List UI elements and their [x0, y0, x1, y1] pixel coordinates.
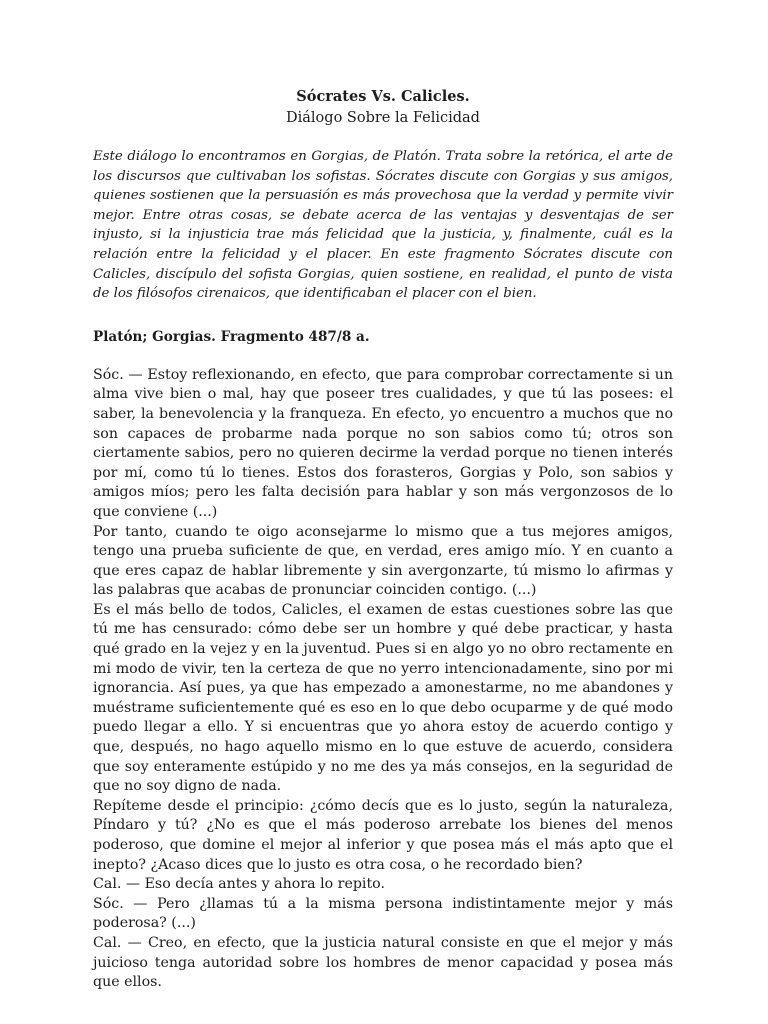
document-page	[93, 86, 673, 993]
intro-paragraph: Este diálogo lo encontramos en Gorgias, de Platón. Trata sobre la retórica, el arte de los discursos que cultivaban los sofistas. Sócrates discute con Gorgias y sus amigos, quienes sostienen que la persuasión es más provechosa que la verdad y permite vivir mejor. Entre otras cosas, se debate acerca de las ventajas y desventajas de ser injusto, si la injusticia trae más felicidad que la justicia, y, finalmente, cuál es la relación entre la felicidad y el placer. En este fragmento Sócrates discute con Calicles, discípulo del sofista Gorgias, quien sostiene, en realidad, el punto de vista de los filósofos cirenaicos, que identificaban el placer con el bien.	[93, 149, 673, 302]
document-subtitle: Diálogo Sobre la Felicidad	[286, 110, 480, 126]
dialogue-paragraph-7: Cal. — Creo, en efecto, que la justicia natural consiste en que el mejor y más juicioso tenga autoridad sobre los hombres de menor capacidad y posea más que ellos.	[93, 934, 673, 991]
dialogue-body	[93, 366, 673, 993]
dialogue-paragraph-2: Por tanto, cuando te oigo aconsejarme lo mismo que a tus mejores amigos, tengo una prueba suficiente de que, en verdad, eres amigo mío. Y en cuanto a que eres capaz de hablar libremente y sin avergonzarte, tú mismo lo afirmas y las palabras que acabas de pronunciar coinciden contigo. (...)	[93, 523, 673, 599]
dialogue-paragraph-4: Repíteme desde el principio: ¿cómo decís que es lo justo, según la naturaleza, Píndaro y tú? ¿No es que el más poderoso arrebate los bienes del menos poderoso, que domine el mejor al inferior y que posea más el más apto que el inepto? ¿Acaso dices que lo justo es otra cosa, o he recordado bien?	[93, 797, 673, 873]
fragment-heading: Platón; Gorgias. Fragmento 487/8 a.	[93, 328, 370, 345]
dialogue-paragraph-5: Cal. — Eso decía antes y ahora lo repito.	[93, 876, 385, 893]
document-title: Sócrates Vs. Calicles.	[296, 88, 470, 105]
dialogue-paragraph-1: Sóc. — Estoy reflexionando, en efecto, que para comprobar correctamente si un alma vive bien o mal, hay que poseer tres cualidades, y que tú las posees: el saber, la benevolencia y la franqueza. En efecto, yo encuentro a muchos que no son capaces de probarme nada porque no son sabios como tú; otros son ciertamente sabios, pero no quieren decirme la verdad porque no tienen interés por mí, como tú lo tienes. Estos dos forasteros, Gorgias y Polo, son sabios y amigos míos; pero les falta decisión para hablar y son más vergonzosos de lo que conviene (...)	[93, 366, 673, 520]
dialogue-paragraph-6: Sóc. — Pero ¿llamas tú a la misma persona indistintamente mejor y más poderosa? (...)	[93, 895, 673, 932]
dialogue-paragraph-3: Es el más bello de todos, Calicles, el examen de estas cuestiones sobre las que tú me has censurado: cómo debe ser un hombre y qué debe practicar, y hasta qué grado en la vejez y en la juventud. Pues si en algo yo no obro rectamente en mi modo de vivir, ten la certeza de que no yerro intencionadamente, sino por mi ignorancia. Así pues, ya que has empezado a amonestarme, no me abandones y muéstrame suficientemente qué es eso en lo que debo ocuparme y de qué modo puedo llegar a ello. Y si encuentras que yo ahora estoy de acuerdo contigo y que, después, no hago aquello mismo en lo que estuve de acuerdo, considera que soy enteramente estúpido y no me des ya más consejos, en la seguridad de que no soy digno de nada.	[93, 601, 673, 795]
